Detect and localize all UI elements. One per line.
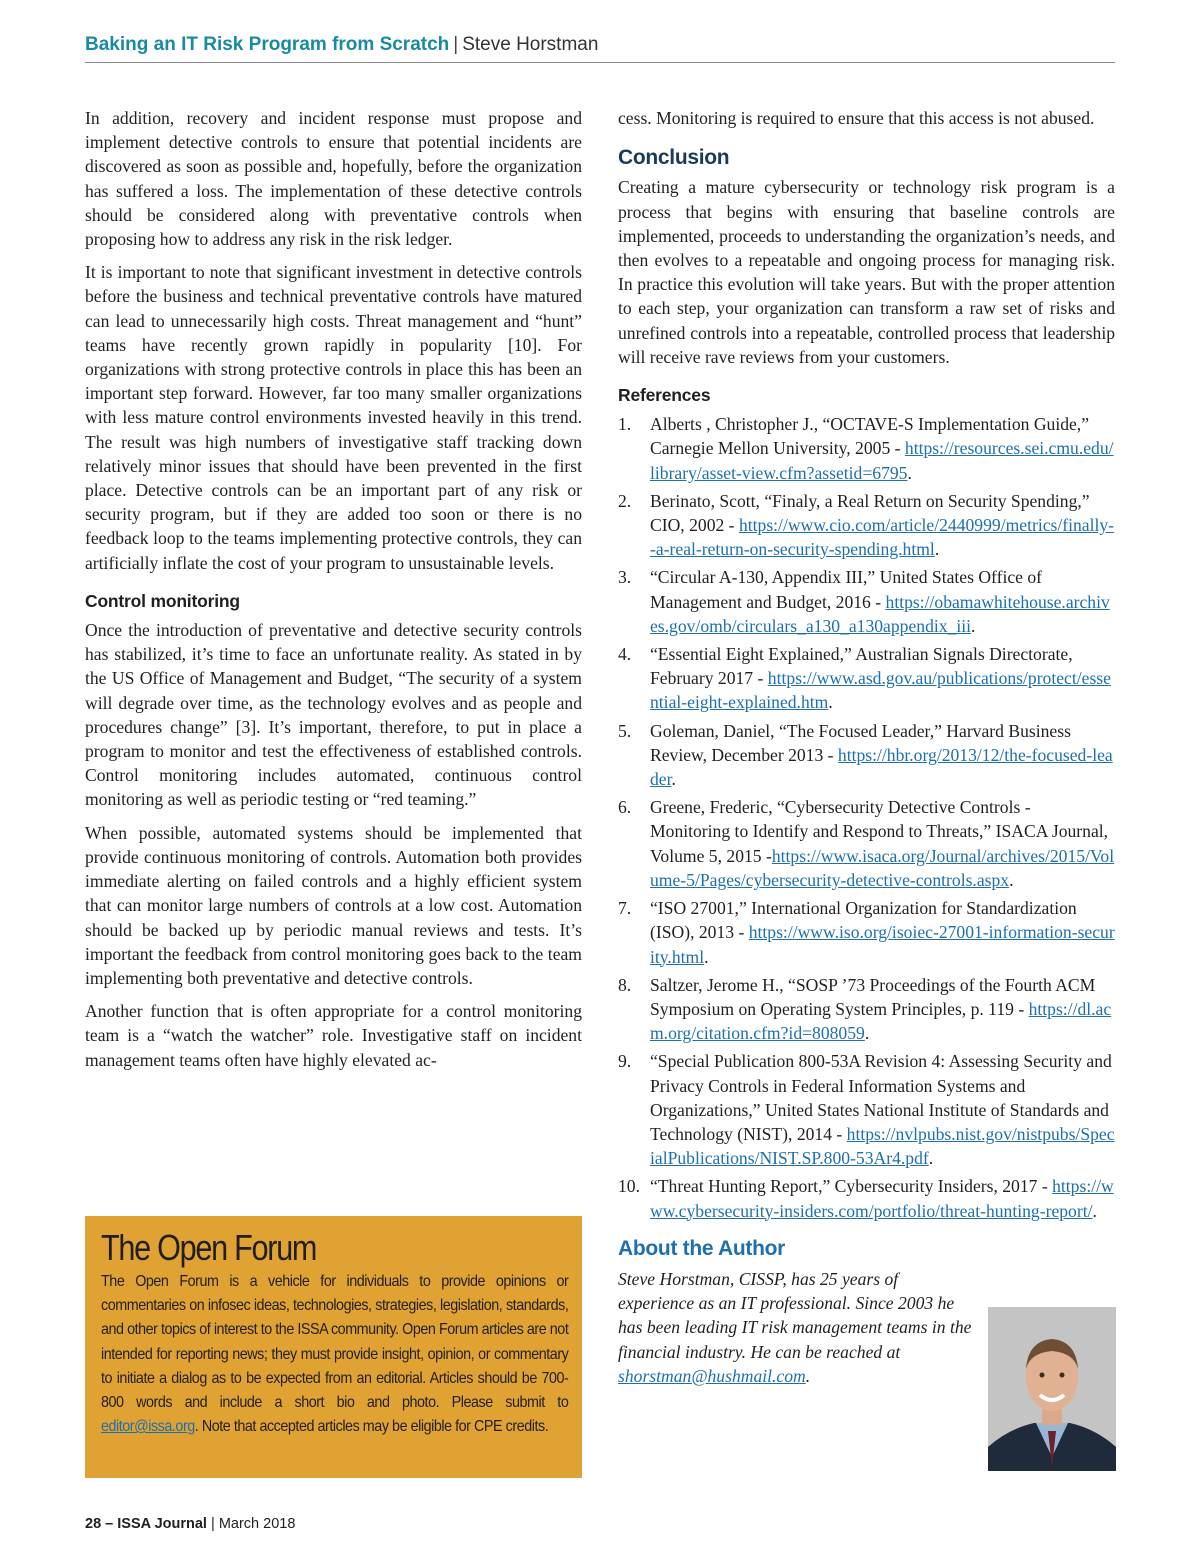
reference-end: . (671, 769, 676, 790)
reference-text: “ISO 27001,” International Organization for Standardization (ISO), 2013 - (650, 898, 1077, 943)
open-forum-text: The Open Forum is a vehicle for individuals to provide opinions or commentaries on infosec ideas, technologies, strategies, legislation, standards, and other topics of interest to the ISSA community. Open Forum articles are not intended for reporting news; they must provide insight, opinion, or commentary to initiate a dialog as to be expected from an editorial. Articles should be 700-800 words and include a short bio and photo. Please submit to (101, 1273, 569, 1412)
footer-date: March 2018 (218, 1516, 296, 1532)
reference-text: “Circular A-130, Appendix III,” United States Office of Management and Budget, 2016 - (650, 567, 1043, 612)
reference-end: . (704, 946, 709, 967)
reference-link[interactable]: https://www.asd.gov.au/publications/protect/essential-eight-explained.htm (650, 668, 1111, 713)
reference-end: . (907, 462, 912, 483)
reference-item (618, 412, 1115, 485)
reference-end: . (928, 1148, 934, 1169)
heading-conclusion: Conclusion (618, 146, 730, 170)
reference-number: 3. (618, 567, 632, 588)
reference-link[interactable]: https://hbr.org/2013/12/the-focused-leader (650, 744, 1113, 790)
open-forum-title: The Open Forum (101, 1227, 317, 1268)
reference-text: Goleman, Daniel, “The Focused Leader,” Harvard Business Review, December 2013 - (650, 720, 1071, 765)
reference-item (618, 795, 1115, 892)
reference-link[interactable]: https://www.isaca.org/Journal/archives/2015/Volume-5/Pages/cybersecurity-detective-controls.aspx (650, 845, 1115, 890)
reference-number: 7. (618, 898, 632, 919)
reference-item (618, 973, 1115, 1046)
reference-end: . (934, 539, 940, 560)
reference-link[interactable]: https://resources.sei.cmu.edu/library/asset-view.cfm?assetid=6795 (650, 438, 1114, 483)
paragraph: It is important to note that significant investment in detective controls before the business and technical preventative controls have matured can lead to unnecessarily high costs. Threat management and “hunt” teams have recently grown rapidly in popularity [10]. For organizations with strong protective controls in place this has been an important step forward. However, far too many smaller organizations with less mature control environments invested heavily in this trend. The result was high numbers of investigative staff tracking down relatively minor issues that should have been prevented in the first place. Detective controls can be an important part of any risk or security program, but if they are added too soon or there is no feedback loop to the teams implementing protective controls, they can artificially inflate the cost of your program to unsustainable levels. (85, 262, 582, 573)
open-forum-text-end: . Note that accepted articles may be eligible for CPE credits. (194, 1418, 549, 1436)
reference-item (618, 565, 1115, 638)
reference-text: Greene, Frederic, “Cybersecurity Detective Controls - Monitoring to Identify and Respond to Threats,” ISACA Journal, Volume 5, 2015 - (650, 797, 1109, 866)
editor-email-link[interactable]: editor@issa.org (101, 1418, 195, 1436)
reference-number: 10. (618, 1176, 640, 1197)
reference-item (618, 1049, 1115, 1170)
reference-item (618, 489, 1115, 562)
page-footer (85, 1516, 295, 1532)
heading-control-monitoring: Control monitoring (85, 590, 240, 611)
paragraph: In addition, recovery and incident response must propose and implement detective controls to ensure that potential incidents are discovered as soon as possible and, hopefully, before the organization has suffered a loss. The implementation of these detective controls should be considered along with preventative controls when proposing how to address any risk in the risk ledger. (85, 108, 582, 250)
header-article-title: Baking an IT Risk Program from Scratch (85, 34, 450, 55)
reference-number: 4. (618, 644, 632, 665)
reference-text: Saltzer, Jerome H., “SOSP ’73 Proceedings of the Fourth ACM Symposium on Operating System Principles, p. 119 - (650, 974, 1096, 1019)
references-list (618, 412, 1115, 1223)
reference-item (618, 896, 1115, 969)
reference-number: 2. (618, 490, 632, 511)
author-email-link[interactable]: shorstman@hushmail.com (618, 1365, 806, 1386)
heading-references: References (618, 385, 711, 406)
author-bio (618, 1267, 978, 1388)
reference-link[interactable]: https://obamawhitehouse.archives.gov/omb/circulars_a130_a130appendix_iii (650, 591, 1110, 636)
author-bio-text: Steve Horstman, CISSP, has 25 years of experience as an IT professional. Since 2003 he has been leading IT risk management teams in the financial industry. He can be reached at (618, 1268, 972, 1362)
reference-link[interactable]: https://www.cybersecurity-insiders.com/portfolio/threat-hunting-report/ (650, 1176, 1114, 1221)
reference-link[interactable]: https://www.iso.org/isoiec-27001-information-security.html (650, 922, 1115, 967)
reference-text: “Special Publication 800-53A Revision 4: Assessing Security and Privacy Controls in Federal Information Systems and Organizations,” United States National Institute of Standards and Technology (NIST), 2014 - (650, 1051, 1112, 1144)
reference-link[interactable]: https://dl.acm.org/citation.cfm?id=808059 (650, 998, 1112, 1044)
left-column (85, 106, 582, 1081)
paragraph: When possible, automated systems should be implemented that provide continuous monitoring of controls. Automation both provides immediate alerting on failed controls and a highly efficient system that can monitor large numbers of controls at a low cost. Automation should be backed up by periodic manual reviews and tests. It’s important the feedback from control monitoring goes back to the team implementing both preventative and detective controls. (85, 822, 582, 988)
reference-number: 8. (618, 974, 632, 995)
reference-number: 9. (618, 1051, 632, 1072)
reference-number: 1. (618, 414, 632, 435)
running-header (85, 34, 1115, 63)
reference-text: Alberts , Christopher J., “OCTAVE-S Implementation Guide,” Carnegie Mellon University, 2005 - (650, 414, 1090, 459)
reference-end: . (1009, 869, 1014, 890)
author-bio-end: . (805, 1365, 811, 1386)
reference-end: . (1092, 1200, 1097, 1221)
open-forum-box (85, 1216, 582, 1478)
reference-number: 6. (618, 797, 632, 818)
reference-text: “Essential Eight Explained,” Australian Signals Directorate, February 2017 - (650, 644, 1073, 689)
reference-end: . (828, 692, 833, 713)
reference-end: . (864, 1023, 870, 1044)
reference-end: . (971, 615, 976, 636)
footer-separator: | (211, 1516, 215, 1532)
paragraph: Another function that is often appropriate for a control monitoring team is a “watch the watcher” role. Investigative staff on incident management teams often have highly elevated ac- (85, 1001, 582, 1070)
reference-text: “Threat Hunting Report,” Cybersecurity Insiders, 2017 - (650, 1176, 1053, 1197)
open-forum-body (101, 1270, 568, 1439)
header-separator: | (453, 34, 459, 55)
reference-text: Berinato, Scott, “Finaly, a Real Return on Security Spending,” CIO, 2002 - (650, 490, 1090, 536)
reference-item (618, 719, 1115, 792)
header-author: Steve Horstman (462, 34, 599, 55)
footer-page-number: 28 – ISSA Journal (85, 1516, 207, 1532)
author-portrait-icon (988, 1307, 1116, 1471)
right-column (618, 106, 1115, 1388)
heading-about-author: About the Author (618, 1236, 786, 1260)
reference-number: 5. (618, 720, 632, 741)
author-photo (988, 1307, 1116, 1471)
reference-link[interactable]: https://nvlpubs.nist.gov/nistpubs/SpecialPublications/NIST.SP.800-53Ar4.pdf (650, 1123, 1115, 1169)
paragraph: Once the introduction of preventative and detective security controls has stabilized, it’s time to face an unfortunate reality. As stated in by the US Office of Management and Budget, “The security of a system will degrade over time, as the technology evolves and as people and procedures change” [3]. It’s important, therefore, to put in place a program to monitor and test the effectiveness of established controls. Control monitoring includes automated, continuous control monitoring as well as periodic testing or “red teaming.” (85, 620, 582, 810)
paragraph: cess. Monitoring is required to ensure that this access is not abused. (618, 108, 1095, 128)
reference-link[interactable]: https://www.cio.com/article/2440999/metrics/finally--a-real-return-on-security-spending.html (650, 515, 1115, 560)
reference-item (618, 642, 1115, 715)
paragraph-conclusion: Creating a mature cybersecurity or technology risk program is a process that begins with ensuring that baseline controls are implemented, proceeds to understanding the organization’s needs, and then evolves to a repeatable and ongoing process for managing risk. In practice this evolution will take years. But with the proper attention to each step, your organization can transform a raw set of risks and unrefined controls into a repeatable, controlled process that leadership will receive rave reviews from your customers. (618, 177, 1115, 367)
reference-item (618, 1174, 1115, 1222)
